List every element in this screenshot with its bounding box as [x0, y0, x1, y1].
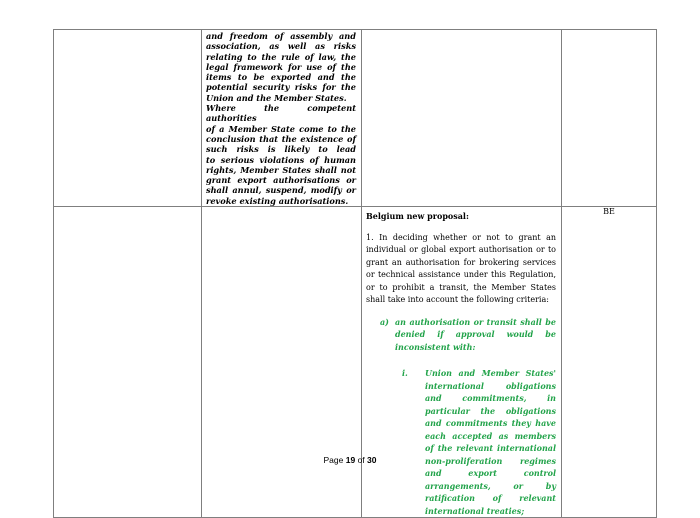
cell-council-text [202, 30, 362, 207]
cell-empty [54, 30, 202, 207]
cell-empty [562, 30, 657, 207]
footer-current-page: 19 [345, 455, 356, 465]
council-text-line: of a Member State come to the [206, 123, 356, 134]
criterion-a-label: a) [380, 316, 389, 327]
council-text-line: shall annul, suspend, modify or [206, 185, 356, 196]
council-text-line: items to be exported and the [206, 72, 356, 83]
cell-empty [54, 207, 202, 518]
criterion-i-label: i. [402, 368, 408, 379]
council-text-line: such risks is likely to lead [206, 144, 356, 155]
member-state-code: BE [603, 207, 615, 217]
cell-empty [362, 30, 562, 207]
council-text-line: Union and the Member States. [206, 92, 347, 103]
council-text-line: association, as well as risks [206, 41, 356, 52]
comparison-table [53, 29, 657, 518]
council-text-line: grant export authorisations or [206, 175, 356, 186]
council-text-line: relating to the rule of law, the [206, 51, 356, 62]
proposal-paragraph: 1. In deciding whether or not to grant an individual or global export authorisation or to grant an authorisation for brokering services or technical assistance under this Regulation, or to prohibit a transit, the Member States shall take into account the following criteria: [366, 232, 556, 305]
criterion-a-text: an authorisation or transit shall be denied if approval would be inconsistent with: [395, 316, 556, 352]
council-text-line: conclusion that the existence of [206, 133, 356, 144]
footer-total-pages: 30 [367, 455, 377, 465]
footer-sep: of [355, 455, 368, 465]
table-row [54, 30, 657, 207]
criterion-i-text: Union and Member States' international obligations and commitments, in particular the obligations and commitments they have each accepted as members of the relevant international non-proliferation regimes and export control arrangements, or by ratification of relevant international treaties; [425, 368, 556, 516]
proposal-heading: Belgium new proposal: [366, 211, 469, 222]
council-text-line: legal framework for use of the [206, 61, 356, 72]
council-text-line: to serious violations of human [206, 154, 356, 165]
council-text-line: rights, Member States shall not [206, 164, 356, 175]
table-row [54, 207, 657, 518]
cell-member-state [562, 207, 657, 518]
page-footer [0, 455, 700, 465]
cell-belgium-proposal [362, 207, 562, 518]
cell-empty [202, 207, 362, 518]
council-text-line: Where the competent authorities [206, 103, 356, 124]
council-text-block [202, 30, 361, 206]
footer-prefix: Page [323, 455, 346, 465]
council-text-line: potential security risks for the [206, 82, 356, 93]
council-text-line: and freedom of assembly and [206, 31, 356, 41]
criterion-a [380, 316, 556, 354]
council-text-line: revoke existing authorisations. [206, 195, 349, 206]
